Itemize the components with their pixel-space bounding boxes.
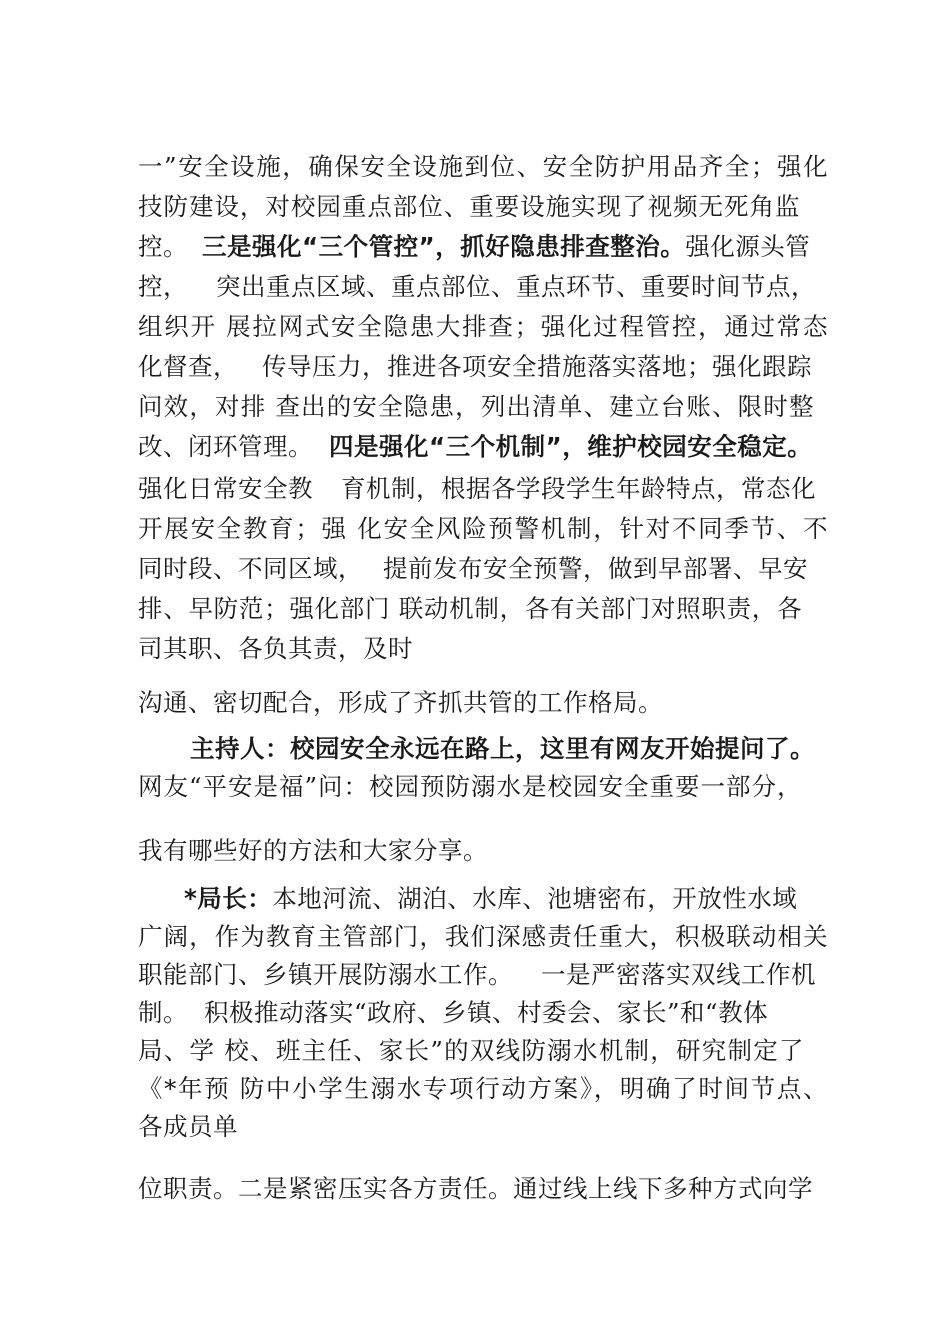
text-line: 我有哪些好的方法和大家分享。: [138, 836, 488, 865]
text-line: 网友“平安是福”问：校园预防溺水是校园安全重要一部分，: [138, 772, 802, 801]
text-line: 开展安全教育；强 化安全风险预警机制，针对不同季节、不: [138, 514, 828, 543]
text-line: 技防建设，对校园重点部位、重要设施实现了视频无死角监: [138, 192, 800, 221]
text-line: 位职责。二是紧密压实各方责任。通过线上线下多种方式向学: [138, 1174, 813, 1203]
text-line: 强化日常安全教 育机制，根据各学段学生年龄特点，常态化: [138, 474, 816, 503]
text-line: 《*年预 防中小学生溺水专项行动方案》，明确了时间节点、: [138, 1074, 828, 1103]
text-line: 改、闭环管理。 四是强化“三个机制”，维护校园安全稳定。: [138, 432, 813, 461]
text-line: 同时段、不同区域， 提前发布安全预警，做到早部署、早安: [138, 554, 808, 583]
text-line: 控， 突出重点区域、重点部位、重点环节、重要时间节点，: [138, 272, 816, 301]
speaker-label: *局长：: [184, 884, 273, 913]
text-line: 司其职、各负其责，及时: [138, 634, 413, 663]
text-line: 控。 三是强化“三个管控”，抓好隐患排查整治。强化源头管: [138, 232, 811, 261]
text-line: 制。 积极推动落实“政府、乡镇、村委会、家长”和“教体: [138, 998, 769, 1027]
text-line: 各成员单: [138, 1112, 238, 1141]
bold-heading: 四是强化“三个机制”，维护校园安全稳定。: [329, 432, 813, 461]
text-line: 排、早防范；强化部门 联动机制，各有关部门对照职责，各: [138, 594, 802, 623]
text-line: 组织开 展拉网式安全隐患大排查；强化过程管控，通过常态: [138, 312, 828, 341]
text-line: 广阔，作为教育主管部门，我们深感责任重大，积极联动相关: [138, 922, 828, 951]
text-line: 一”安全设施，确保安全设施到位、安全防护用品齐全；强化: [138, 152, 828, 181]
text-line: 问效，对排 查出的安全隐患，列出清单、建立台账、限时整: [138, 392, 814, 421]
speaker-label: 主持人：校园安全永远在路上，这里有网友开始提问了。: [190, 734, 815, 763]
text-line: 沟通、密切配合，形成了齐抓共管的工作格局。: [138, 688, 663, 717]
text-line: 化督查， 传导压力，推进各项安全措施落实落地；强化跟踪: [138, 352, 812, 381]
text-line: 职能部门、乡镇开展防溺水工作。 一是严密落实双线工作机: [138, 960, 816, 989]
text-line: 局、学 校、班主任、家长”的双线防溺水机制，研究制定了: [138, 1036, 804, 1065]
text-line: *局长：本地河流、湖泊、水库、池塘密布，开放性水域: [184, 884, 798, 913]
text-line: [138, 734, 828, 764]
bold-heading: 三是强化“三个管控”，抓好隐患排查整治。: [202, 232, 686, 261]
